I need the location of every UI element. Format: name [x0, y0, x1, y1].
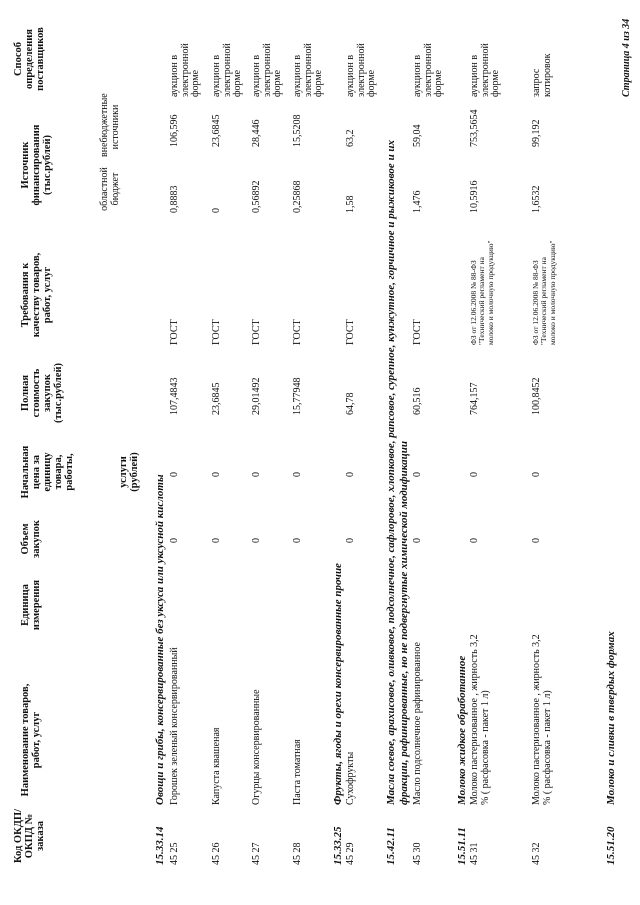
- row-method: аукцион в электронной форме: [469, 43, 501, 97]
- page-number: Страница 4 из 34: [621, 18, 632, 97]
- row-price: 0: [412, 472, 423, 477]
- row-name: Масло подсолнечное рафинированное: [412, 642, 423, 805]
- row-regional: 1,476: [412, 190, 423, 213]
- header-code: Код ОКДП/ ОКПД № заказа: [13, 808, 47, 864]
- header-requirements: Требования к качеству товаров, работ, услуг: [20, 252, 54, 338]
- row-total: 764,157: [469, 382, 480, 415]
- row-external: 99,192: [531, 119, 542, 147]
- header-financing: Источник финансирования (тыс.рублей): [20, 124, 54, 206]
- header-total: Полная стоимость закупок (тыс.рублей): [20, 362, 65, 424]
- row-regional: 1,58: [345, 195, 356, 213]
- row-requirements: ГОСТ: [345, 319, 356, 345]
- row-external: 23,6845: [211, 114, 222, 147]
- row-name: Молоко пастеризованное , жирность 3,2 % ( расфасовка - пакет 1 л): [469, 634, 491, 805]
- row-requirements: ГОСТ: [292, 319, 303, 345]
- row-method: аукцион в электронной форме: [251, 43, 283, 97]
- row-regional: 0,25868: [292, 180, 303, 213]
- row-requirements: ГОСТ: [211, 319, 222, 345]
- section-title-continued: фракции, рафинированные, но не подвергнутые химической модификации: [398, 441, 410, 805]
- row-volume: 0: [531, 538, 542, 543]
- row-name: Горошек зеленый консервированный: [169, 647, 180, 805]
- row-number: 45 26: [211, 842, 222, 865]
- header-price: Начальная цена за единицу товара, работы,: [20, 445, 76, 499]
- row-external: 106,596: [169, 114, 180, 147]
- section-code: 15.33.25: [332, 826, 344, 865]
- header-financing-regional: областной бюджет: [99, 167, 121, 211]
- section-code: 15.33.14: [154, 826, 166, 865]
- row-total: 64,78: [345, 392, 356, 415]
- row-regional: 10,5916: [469, 180, 480, 213]
- row-external: 28,446: [251, 119, 262, 147]
- row-price: 0: [292, 472, 303, 477]
- row-volume: 0: [251, 538, 262, 543]
- row-price: 0: [251, 472, 262, 477]
- row-regional: 1,6532: [531, 185, 542, 213]
- row-volume: 0: [345, 538, 356, 543]
- row-total: 23,6845: [211, 382, 222, 415]
- row-number: 45 25: [169, 842, 180, 865]
- row-number: 45 32: [531, 842, 542, 865]
- row-volume: 0: [412, 538, 423, 543]
- section-title: Масла соевое, арахисовое, оливковое, подсолнечное, сафлоровое, хлопковое, рапсовое, сурепное, кунжутное, горчичное и рыжиковое и их: [385, 139, 397, 805]
- row-requirements: ФЗ от 12.06.2008 № 88-ФЗ "Технический регламент на молоко и молочную продукцию": [531, 240, 557, 345]
- header-volume: Объем закупок: [20, 520, 43, 558]
- row-total: 107,4843: [169, 377, 180, 415]
- row-price: 0: [469, 472, 480, 477]
- row-name: Паста томатная: [292, 739, 303, 805]
- row-method: аукцион в электронной форме: [169, 43, 201, 97]
- section-title: Молоко и сливки в твердых формах: [605, 631, 617, 805]
- row-number: 45 27: [251, 842, 262, 865]
- header-method: Способ определения поставщиков: [13, 27, 47, 91]
- row-name: Молоко пастеризованное , жирность 3,2 % ( расфасовка - пакет 1 л): [531, 634, 553, 805]
- row-requirements: ФЗ от 12.06.2008 № 88-ФЗ "Технический регламент на молоко и молочную продукцию": [469, 240, 495, 345]
- row-total: 60,516: [412, 387, 423, 415]
- row-total: 29,01492: [251, 377, 262, 415]
- row-price: 0: [169, 472, 180, 477]
- row-method: аукцион в электронной форме: [292, 43, 324, 97]
- row-regional: 0,56892: [251, 180, 262, 213]
- row-requirements: ГОСТ: [251, 319, 262, 345]
- row-method: аукцион в электронной форме: [345, 43, 377, 97]
- row-number: 45 30: [412, 842, 423, 865]
- row-total: 15,77948: [292, 377, 303, 415]
- row-name: Огурцы консервированные: [251, 689, 262, 805]
- row-number: 45 29: [345, 842, 356, 865]
- header-price-2: услуги (рублей): [118, 452, 141, 492]
- row-regional: 0,8883: [169, 185, 180, 213]
- row-external: 15,5208: [292, 114, 303, 147]
- section-title: Молоко жидкое обработанное: [456, 655, 468, 805]
- row-requirements: ГОСТ: [169, 319, 180, 345]
- row-total: 100,8452: [531, 377, 542, 415]
- row-volume: 0: [469, 538, 480, 543]
- row-price: 0: [531, 472, 542, 477]
- row-external: 63,2: [345, 129, 356, 147]
- row-number: 45 28: [292, 842, 303, 865]
- row-price: 0: [345, 472, 356, 477]
- section-code: 15.51.20: [605, 826, 617, 865]
- row-requirements: ГОСТ: [412, 319, 423, 345]
- row-name: Сухофрукты: [345, 751, 356, 805]
- row-method: запрос котировок: [531, 53, 553, 97]
- row-volume: 0: [169, 538, 180, 543]
- row-price: 0: [211, 472, 222, 477]
- header-financing-external: внебюджетные источники: [99, 93, 121, 157]
- section-title: Фрукты, ягоды и орехи консервированные прочие: [332, 563, 344, 805]
- row-regional: 0: [211, 208, 222, 213]
- section-code: 15.42.11: [385, 827, 397, 865]
- header-unit: Единица измерения: [20, 579, 43, 631]
- row-external: 59,04: [412, 124, 423, 147]
- row-number: 45 31: [469, 842, 480, 865]
- header-name: Наименование товаров, работ, услуг: [20, 683, 43, 797]
- section-title: Овощи и грибы, консервированные без уксуса или уксусной кислоты: [154, 474, 166, 805]
- row-external: 753,5654: [469, 109, 480, 147]
- row-method: аукцион в электронной форме: [412, 43, 444, 97]
- row-volume: 0: [292, 538, 303, 543]
- row-method: аукцион в электронной форме: [211, 43, 243, 97]
- row-name: Капуста квашеная: [211, 727, 222, 805]
- row-volume: 0: [211, 538, 222, 543]
- section-code: 15.51.11: [456, 827, 468, 865]
